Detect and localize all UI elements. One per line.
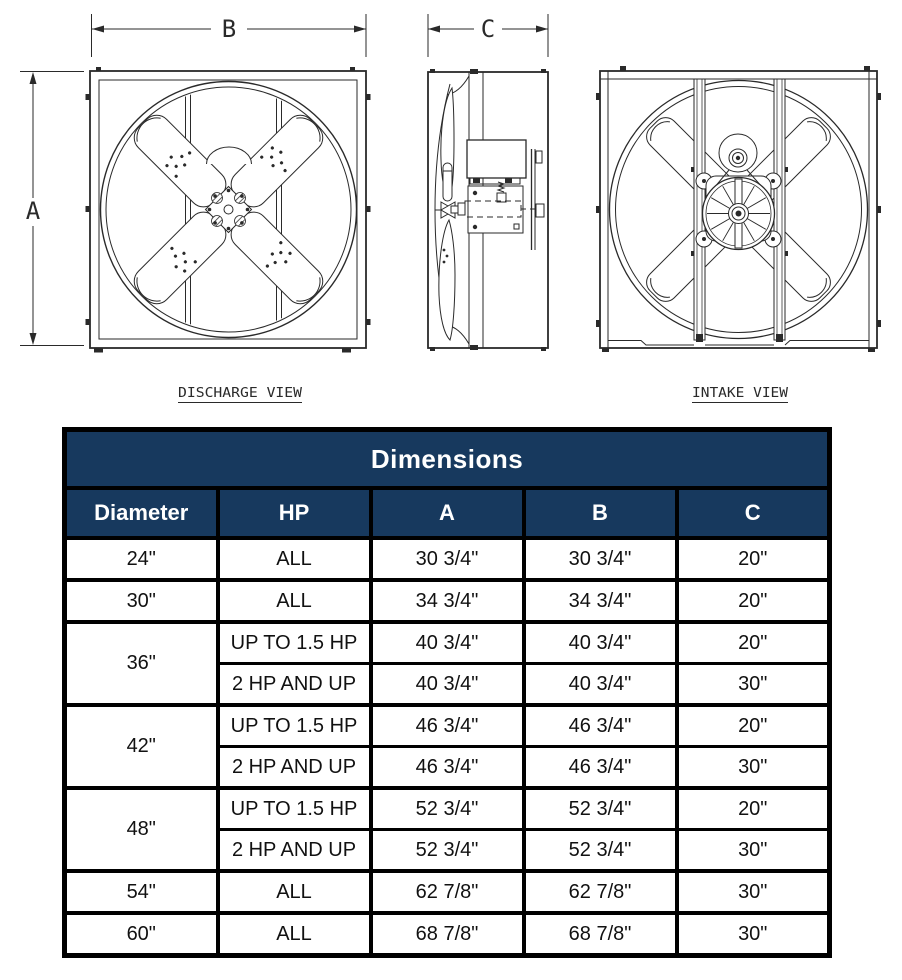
c-cell: 30" xyxy=(677,664,830,706)
b-cell: 52 3/4" xyxy=(524,788,677,830)
arrowhead-left-icon xyxy=(428,26,440,33)
intake-view-label: INTAKE VIEW xyxy=(692,385,789,401)
c-cell: 20" xyxy=(677,788,830,830)
b-cell: 46 3/4" xyxy=(524,747,677,789)
c-cell: 20" xyxy=(677,622,830,664)
diameter-cell: 30" xyxy=(65,580,218,622)
diameter-cell: 54" xyxy=(65,871,218,913)
col-header-a: A xyxy=(371,488,524,538)
table-title: Dimensions xyxy=(65,430,830,489)
col-header-diameter: Diameter xyxy=(65,488,218,538)
intake-view-caption xyxy=(692,385,789,403)
a-cell: 30 3/4" xyxy=(371,538,524,580)
arrowhead-right-icon xyxy=(536,26,548,33)
dimension-c xyxy=(428,14,548,57)
arrowhead-up-icon xyxy=(30,72,37,84)
table-row xyxy=(65,705,830,747)
b-cell: 30 3/4" xyxy=(524,538,677,580)
b-cell: 46 3/4" xyxy=(524,705,677,747)
hp-cell: ALL xyxy=(218,871,371,913)
dimension-a xyxy=(20,72,84,346)
table-row xyxy=(65,580,830,622)
a-cell: 62 7/8" xyxy=(371,871,524,913)
a-cell: 68 7/8" xyxy=(371,913,524,956)
table-row xyxy=(65,871,830,913)
c-cell: 30" xyxy=(677,830,830,872)
side-view-drawing xyxy=(428,69,548,351)
a-cell: 46 3/4" xyxy=(371,747,524,789)
b-cell: 62 7/8" xyxy=(524,871,677,913)
dimensions-table-section xyxy=(62,427,832,958)
col-header-hp: HP xyxy=(218,488,371,538)
b-cell: 34 3/4" xyxy=(524,580,677,622)
a-cell: 40 3/4" xyxy=(371,622,524,664)
hp-cell: UP TO 1.5 HP xyxy=(218,788,371,830)
hp-cell: 2 HP AND UP xyxy=(218,747,371,789)
a-cell: 52 3/4" xyxy=(371,830,524,872)
table-row xyxy=(65,913,830,956)
hp-cell: ALL xyxy=(218,580,371,622)
a-cell: 46 3/4" xyxy=(371,705,524,747)
dimensions-table xyxy=(62,427,832,958)
hp-cell: ALL xyxy=(218,913,371,956)
hp-cell: UP TO 1.5 HP xyxy=(218,622,371,664)
fan-drawings xyxy=(0,0,902,420)
diameter-cell: 48" xyxy=(65,788,218,871)
motor xyxy=(467,140,526,178)
a-cell: 40 3/4" xyxy=(371,664,524,706)
hp-cell: 2 HP AND UP xyxy=(218,664,371,706)
hp-cell: UP TO 1.5 HP xyxy=(218,705,371,747)
b-cell: 40 3/4" xyxy=(524,622,677,664)
c-cell: 30" xyxy=(677,747,830,789)
b-cell: 52 3/4" xyxy=(524,830,677,872)
c-cell: 20" xyxy=(677,705,830,747)
arrowhead-down-icon xyxy=(30,333,37,345)
arrowhead-left-icon xyxy=(92,26,104,33)
table-row xyxy=(65,538,830,580)
diameter-cell: 60" xyxy=(65,913,218,956)
intake-view-drawing xyxy=(596,66,881,352)
table-row xyxy=(65,788,830,830)
a-cell: 52 3/4" xyxy=(371,788,524,830)
dim-a-label: A xyxy=(25,197,41,225)
hp-cell: ALL xyxy=(218,538,371,580)
col-header-c: C xyxy=(677,488,830,538)
col-header-b: B xyxy=(524,488,677,538)
diameter-cell: 36" xyxy=(65,622,218,705)
dimensions-table-body xyxy=(65,538,830,956)
c-cell: 20" xyxy=(677,538,830,580)
table-row xyxy=(65,622,830,664)
discharge-view-label: DISCHARGE VIEW xyxy=(178,385,303,401)
a-cell: 34 3/4" xyxy=(371,580,524,622)
discharge-view-drawing xyxy=(86,67,371,353)
dimension-b xyxy=(92,14,367,57)
c-cell: 30" xyxy=(677,913,830,956)
diameter-cell: 42" xyxy=(65,705,218,788)
b-cell: 68 7/8" xyxy=(524,913,677,956)
c-cell: 20" xyxy=(677,580,830,622)
arrowhead-right-icon xyxy=(354,26,366,33)
discharge-view-caption xyxy=(178,385,303,403)
diameter-cell: 24" xyxy=(65,538,218,580)
hp-cell: 2 HP AND UP xyxy=(218,830,371,872)
c-cell: 30" xyxy=(677,871,830,913)
dim-b-label: B xyxy=(221,15,237,43)
dim-c-label: C xyxy=(480,15,496,43)
b-cell: 40 3/4" xyxy=(524,664,677,706)
